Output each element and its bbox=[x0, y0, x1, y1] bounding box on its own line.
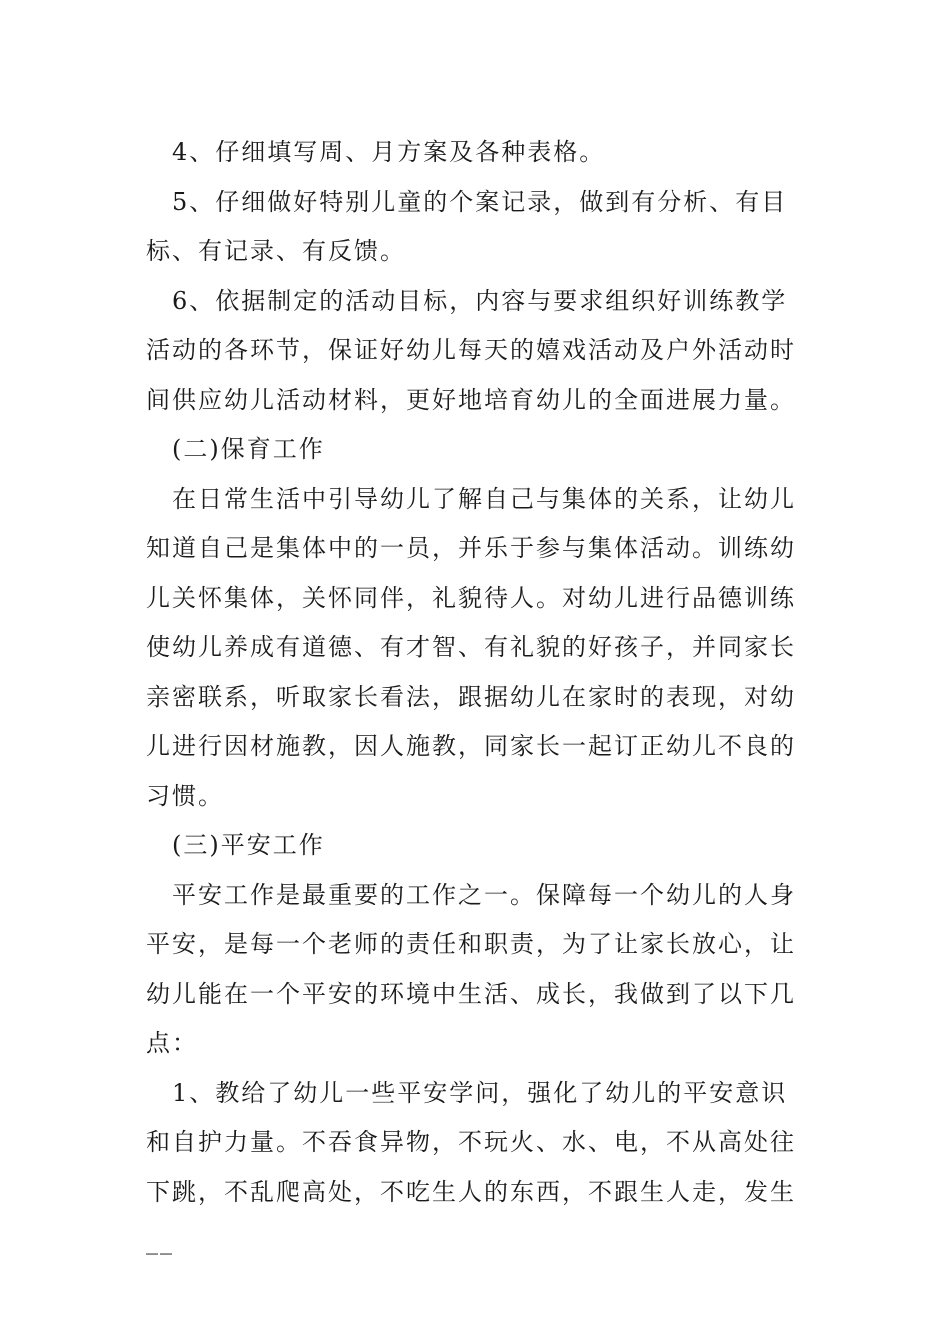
section-heading-childcare: (二)保育工作 bbox=[172, 435, 325, 463]
paragraph-safety-item-1: 1、教给了幼儿一些平安学问，强化了幼儿的平安意识和自护力量。不吞食异物，不玩火、水、电，不从高处往下跳，不乱爬高处，不吃生人的东西，不跟生人走，发生__ bbox=[146, 1078, 796, 1255]
document-body bbox=[146, 128, 808, 1267]
paragraph-childcare: 在日常生活中引导幼儿了解自己与集体的关系，让幼儿知道自己是集体中的一员，并乐于参与集体活动。训练幼儿关怀集体，关怀同伴，礼貌待人。对幼儿进行品德训练使幼儿养成有道德、有才智、有礼貌的好孩子，并同家长亲密联系，听取家长看法，跟据幼儿在家时的表现，对幼儿进行因材施教，因人施教，同家长一起订正幼儿不良的习惯。 bbox=[146, 484, 796, 810]
paragraph-item-5: 5、仔细做好特别儿童的个案记录，做到有分析、有目标、有记录、有反馈。 bbox=[146, 187, 788, 265]
paragraph-item-4: 4、仔细填写周、月方案及各种表格。 bbox=[172, 138, 606, 166]
paragraph-safety: 平安工作是最重要的工作之一。保障每一个幼儿的人身平安，是每一个老师的责任和职责，为了让家长放心，让幼儿能在一个平安的环境中生活、成长，我做到了以下几点： bbox=[146, 880, 796, 1057]
paragraph-item-6: 6、依据制定的活动目标，内容与要求组织好训练教学活动的各环节，保证好幼儿每天的嬉戏活动及户外活动时间供应幼儿活动材料，更好地培育幼儿的全面进展力量。 bbox=[146, 286, 796, 414]
section-heading-safety: (三)平安工作 bbox=[172, 831, 325, 859]
